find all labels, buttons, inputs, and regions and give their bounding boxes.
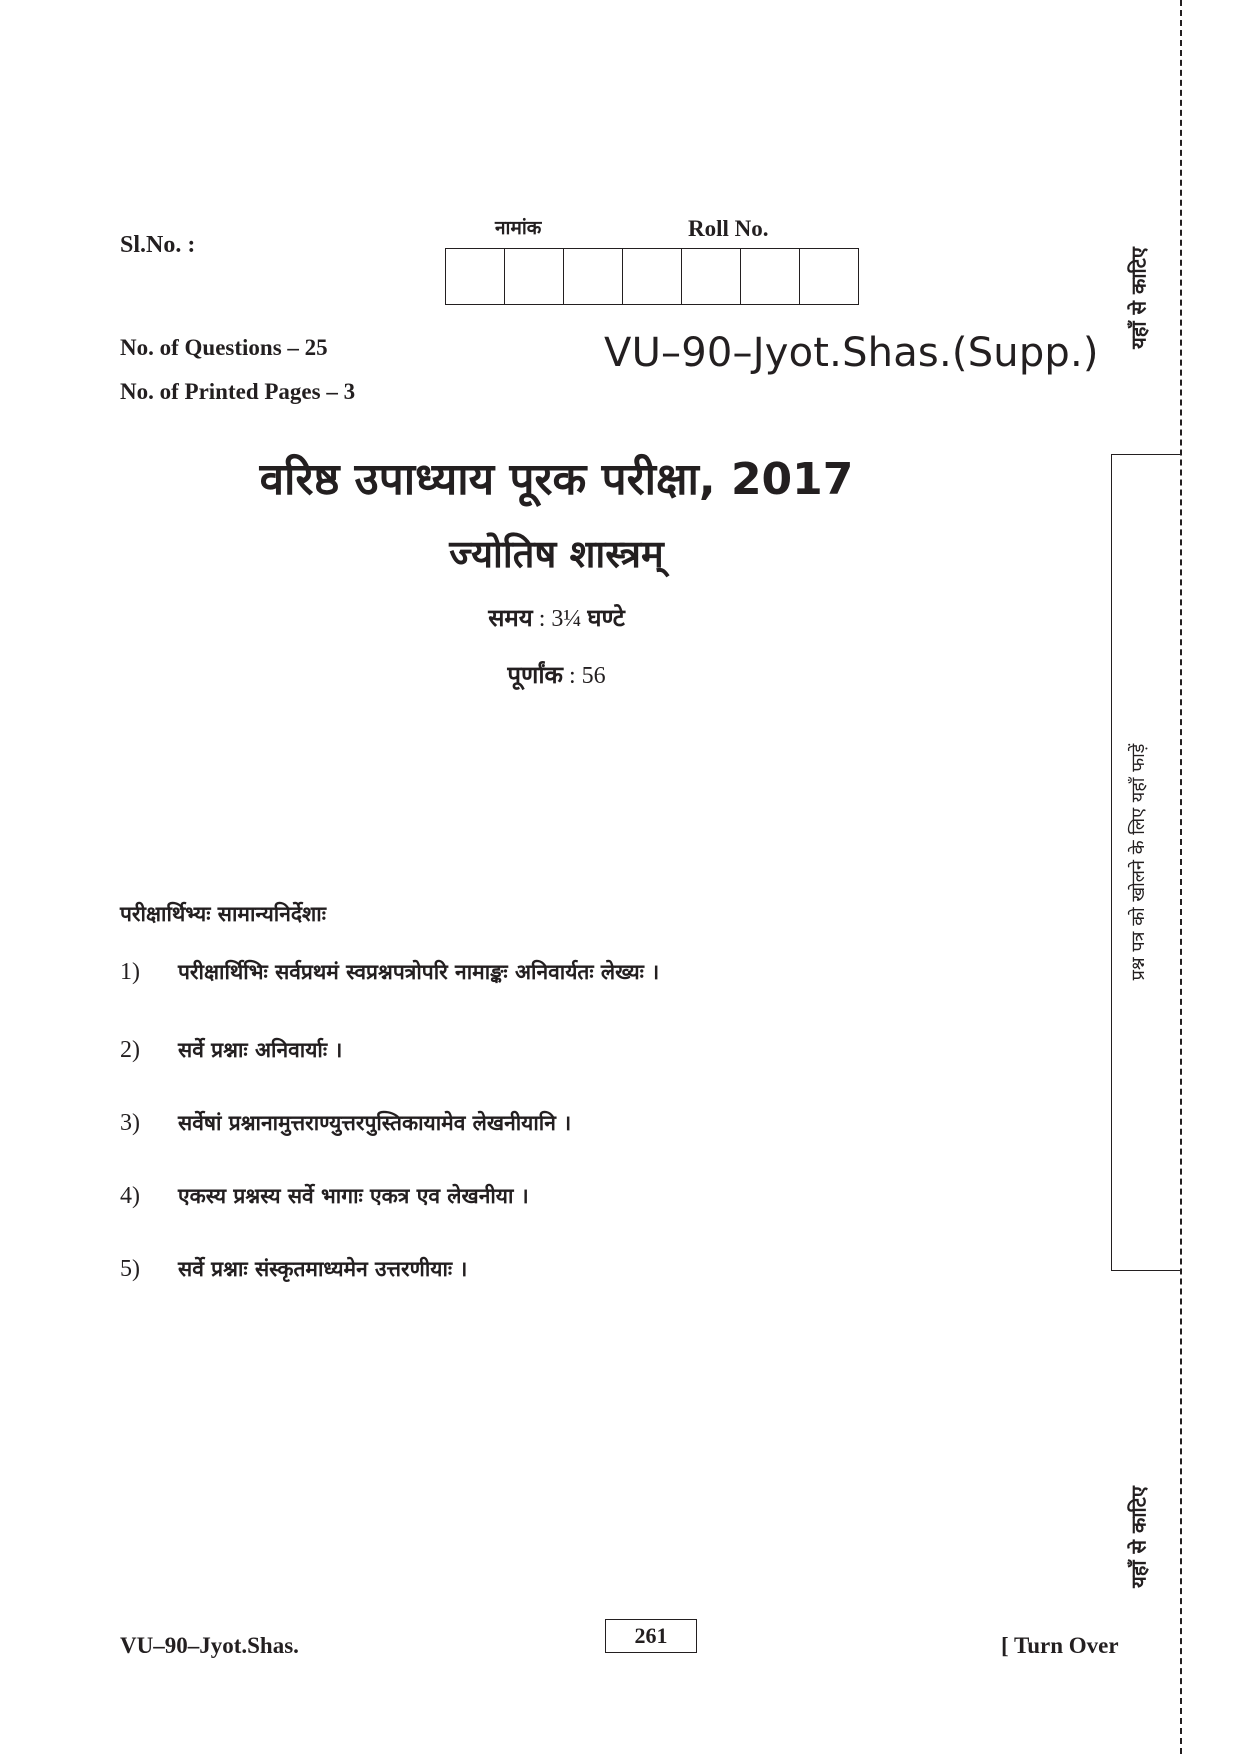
instruction-number: 5) <box>120 1256 140 1282</box>
instructions-heading: परीक्षार्थिभ्यः सामान्यनिर्देशाः <box>120 902 326 926</box>
serial-number-label: Sl.No. : <box>120 232 196 258</box>
page-code-box: 261 <box>605 1619 697 1653</box>
roll-digit-box[interactable] <box>446 249 505 304</box>
instruction-number: 4) <box>120 1183 140 1209</box>
instruction-text: परीक्षार्थिभिः सर्वप्रथमं स्वप्रश्नपत्रोपरि नामाङ्कः अनिवार्यतः लेख्यः । <box>178 960 660 984</box>
cut-here-label-bottom: यहाँ से काटिए <box>1126 1486 1151 1588</box>
instruction-item <box>120 1255 467 1283</box>
roll-digit-box[interactable] <box>800 249 859 304</box>
instruction-item <box>120 958 659 986</box>
tear-here-note: प्रश्न पत्र को खोलने के लिए यहाँ फाड़ें <box>1128 743 1149 981</box>
marks-value: : 56 <box>562 663 606 689</box>
time-label: समय <box>488 604 533 632</box>
instruction-text: सर्वेषां प्रश्नानामुत्तराण्युत्तरपुस्तिकायामेव लेखनीयानि । <box>178 1111 572 1135</box>
maximum-marks <box>0 658 1113 691</box>
paper-code: VU–90–Jyot.Shas.(Supp.) <box>604 330 1099 376</box>
instruction-number: 3) <box>120 1110 140 1136</box>
instruction-text: सर्वे प्रश्नाः अनिवार्याः । <box>178 1038 343 1062</box>
roll-digit-box[interactable] <box>505 249 564 304</box>
roll-number-boxes <box>445 248 859 305</box>
roll-number-label-hindi: नामांक <box>495 217 542 239</box>
turn-over-label: [ Turn Over <box>1001 1633 1119 1658</box>
roll-digit-box[interactable] <box>564 249 623 304</box>
roll-digit-box[interactable] <box>623 249 682 304</box>
instruction-item <box>120 1036 342 1064</box>
marks-label: पूर्णांक <box>507 661 563 689</box>
instruction-number: 1) <box>120 959 140 985</box>
printed-pages-count: No. of Printed Pages – 3 <box>120 379 356 404</box>
instruction-text: सर्वे प्रश्नाः संस्कृतमाध्यमेन उत्तरणीयाः । <box>178 1257 468 1281</box>
cut-here-label-top: यहाँ से काटिए <box>1126 247 1151 349</box>
roll-number-label: Roll No. <box>688 216 769 241</box>
roll-digit-box[interactable] <box>682 249 741 304</box>
questions-count: No. of Questions – 25 <box>120 335 328 360</box>
roll-digit-box[interactable] <box>741 249 800 304</box>
instruction-item <box>120 1109 571 1137</box>
instruction-item <box>120 1182 529 1210</box>
time-unit: घण्टे <box>587 604 625 632</box>
instruction-number: 2) <box>120 1037 140 1063</box>
exam-title: वरिष्ठ उपाध्याय पूरक परीक्षा, 2017 <box>259 454 854 505</box>
footer-paper-code: VU–90–Jyot.Shas. <box>120 1633 299 1658</box>
instruction-text: एकस्य प्रश्नस्य सर्वे भागाः एकत्र एव लेखनीया । <box>178 1184 529 1208</box>
subject-title: ज्योतिष शास्त्रम् <box>449 532 664 576</box>
time-value: : 3¼ <box>532 606 588 632</box>
time-allowed <box>0 601 1113 634</box>
